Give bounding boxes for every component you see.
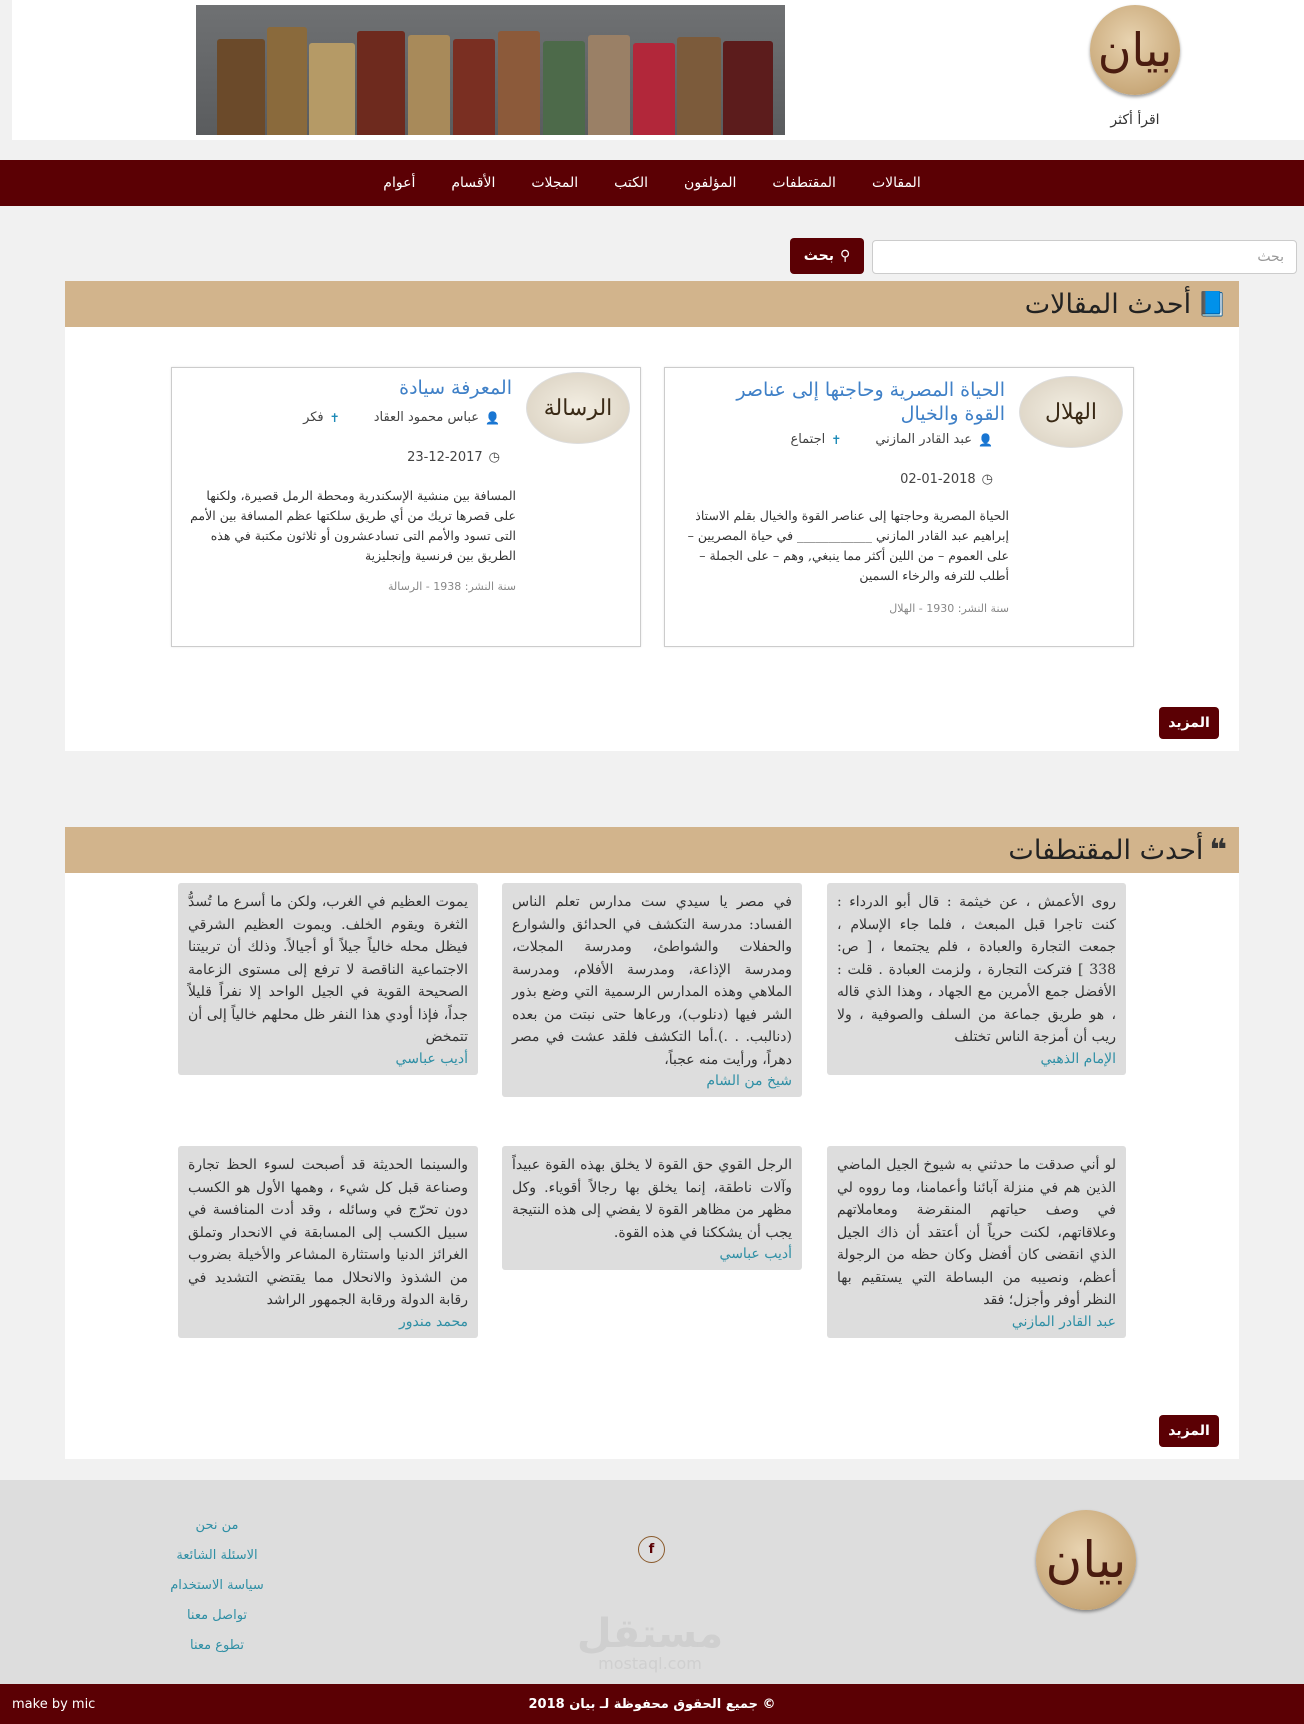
search-icon: ⚲ xyxy=(839,248,851,264)
article-title[interactable]: الحياة المصرية وحاجتها إلى عناصر القوة والخيال xyxy=(736,379,1005,425)
quote-author[interactable]: عبد القادر المازني xyxy=(1011,1313,1116,1330)
footer-logo[interactable]: بيان xyxy=(1036,1510,1136,1610)
quote-author[interactable]: محمد مندور xyxy=(398,1313,468,1330)
article-author[interactable]: عبد القادر المازني xyxy=(875,432,973,447)
article-excerpt: الحياة المصرية وحاجتها إلى عناصر القوة والخيال بقلم الاستاذ إبراهيم عبد القادر المازني ____________ في حياة المصريين – على العموم – من اللين أكثر مما ينبغي, وهم – على الجملة – أطلب للترفه والرخاء السمين xyxy=(687,508,1009,583)
quote-icon: ❝ xyxy=(1209,832,1227,868)
articles-section-header xyxy=(65,281,1239,327)
footer-link-volunteer[interactable]: تطوع معنا xyxy=(189,1638,244,1653)
user-icon: 👤 xyxy=(978,432,993,447)
nav-item-magazines[interactable]: المجلات xyxy=(531,175,579,191)
search-button[interactable]: ⚲ بحث xyxy=(790,238,864,274)
articles-section-title: أحدث المقالات xyxy=(1024,288,1192,320)
quote-text: في مصر يا سيدي ست مدارس تعلم الناس الفساد: مدرسة التكشف في الحدائق والشوارع والحفلات والشواطئ، ومدرسة المجلات، ومدرسة الإذاعة، ومدرسة الأفلام، ومدرسة الملاهي وهذه المدارس الرسمية التي وضع بذور الشر فيها (دنلوب)، ورعاها حتى نبتت من بعده (دنالبب. . .).أما التكشف فلقد عشت في مصر دهراً، ورأيت منه عجباً، xyxy=(512,894,792,1068)
article-category[interactable]: اجتماع xyxy=(790,432,826,447)
article-pub-info: سنة النشر: 1930 - الهلال xyxy=(889,602,1009,615)
site-tagline: اقرأ أكثر xyxy=(1110,112,1160,128)
quote-card[interactable] xyxy=(827,1146,1126,1338)
article-date: 02-01-2018 xyxy=(900,472,976,487)
article-pub-info: سنة النشر: 1938 - الرسالة xyxy=(387,580,516,593)
quote-card[interactable] xyxy=(502,883,802,1097)
quotes-more-button[interactable]: المزيد xyxy=(1159,1415,1219,1447)
quotes-section-title: أحدث المقتطفات xyxy=(1008,834,1204,866)
articles-more-button[interactable]: المزيد xyxy=(1159,707,1219,739)
quote-text: والسينما الحديثة قد أصبحت لسوء الحظ تجارة وصناعة قبل كل شيء ، وهمها الأول هو الكسب دون تحرّج في وسائله ، وقد أدت المنافسة في سبيل الكسب إلى المسابقة في الانحدار وتملق الغرائز الدنيا واستثارة المشاعر والأخيلة بضروب من الشذوذ والانحلال مما يقتضي التشديد في رقابة الدولة ورقابة الجمهور الراشد xyxy=(188,1157,468,1308)
user-icon: 👤 xyxy=(485,410,500,425)
quote-text: الرجل القوي حق القوة لا يخلق بهذه القوة عبيداً وآلات ناطقة، إنما يخلق بها رجالاً أقوياء. وكل مظهر من مظاهر القوة لا يفضي إلى هذه النتيجة يجب أن يشككنا في هذه القوة. xyxy=(512,1157,792,1241)
nav-item-articles[interactable]: المقالات xyxy=(871,175,921,191)
quote-text: روى الأعمش ، عن خيثمة : قال أبو الدرداء : كنت تاجرا قبل المبعث ، فلما جاء الإسلام ، جمعت التجارة والعبادة ، فلم يجتمعا ، [ ص: 338 ] فتركت التجارة ، ولزمت العبادة . قلت : الأفضل جمع الأمرين مع الجهاد ، وهذا الذي قاله ، هو طريق جماعة من السلف والصوفية ، ولا ريب أن أمزجة الناس تختلف xyxy=(837,894,1116,1045)
magazine-logo: الرسالة xyxy=(526,372,630,444)
quote-author[interactable]: أديب عباسي xyxy=(719,1246,792,1262)
nav-item-quotes[interactable]: المقتطفات xyxy=(772,175,836,191)
share-icon: ✝ xyxy=(831,432,842,447)
credit-text: make by mic xyxy=(12,1696,96,1712)
quote-card[interactable] xyxy=(178,1146,478,1338)
quote-author[interactable]: شيخ من الشام xyxy=(706,1073,792,1089)
nav-item-categories[interactable]: الأقسام xyxy=(451,175,496,191)
share-icon: ✝ xyxy=(329,410,340,425)
article-card[interactable] xyxy=(664,367,1134,647)
quote-text: لو أني صدقت ما حدثني به شيوخ الجيل الماضي الذين هم في منزلة آبائنا وأعمامنا، وما رووه لي في وصف حياتهم المنقرضة ومعاملاتهم وعلاقاتهم، لكنت حرياً أن أعتقد أن ذاك الجيل الذي انقضى كان أفضل وكان حظه من الرجولة أعظم، ونصيبه من البساطة التي يستقيم بها النظر أوفر وأجزل؛ فقد xyxy=(837,1157,1116,1308)
facebook-icon[interactable]: f xyxy=(638,1536,665,1563)
article-excerpt: المسافة بين منشية الإسكندرية ومحطة الرمل قصيرة، ولكنها على قصرها تريك من أي طريق سلكتها عظم المسافة بين الأمم التى تسود والأمم التى تسادعشرون أو ثلاثون مكتبة في هذه الطريق بين فرنسية وإنجليزية xyxy=(190,488,516,563)
mostaql-watermark: مستقل mostaql.com xyxy=(576,1611,724,1673)
book-icon: 📘 xyxy=(1197,290,1227,318)
article-date: 23-12-2017 xyxy=(407,450,483,465)
clock-icon: ◷ xyxy=(981,472,993,487)
quote-text: يموت العظيم في الغرب، ولكن ما أسرع ما تُسدُّ الثغرة ويقوم الخلف. ويموت العظيم الشرقي فيظل محله خالياً جيلاً أو أجيالاً. وذلك أن تربيتنا الاجتماعية الناقصة لا ترفع إلى مستوى الزعامة الصحيحة القوية في الجيل الواحد إلا نفراً قليلاً جداً، فإذا أودي هذا النفر ظل محلهم خالياً إلى أن تتمخض xyxy=(188,894,468,1045)
article-author[interactable]: عباس محمود العقاد xyxy=(373,410,480,425)
clock-icon: ◷ xyxy=(488,450,500,465)
article-category[interactable]: فكر xyxy=(303,410,324,425)
quote-card[interactable] xyxy=(178,883,478,1075)
search-input[interactable]: بحث xyxy=(872,240,1297,274)
footer-link-about[interactable]: من نحن xyxy=(195,1518,239,1533)
quote-author[interactable]: الإمام الذهبي xyxy=(1040,1050,1116,1067)
main-navbar xyxy=(0,160,1304,206)
footer-link-contact[interactable]: تواصل معنا xyxy=(186,1608,248,1623)
article-card[interactable] xyxy=(171,367,641,647)
footer-link-terms[interactable]: سياسة الاستخدام xyxy=(170,1578,264,1593)
magazine-logo: الهلال xyxy=(1019,376,1123,448)
copyright-text: © جميع الحقوق محفوظة لـ بيان 2018 xyxy=(528,1696,776,1712)
article-title[interactable]: المعرفة سيادة xyxy=(399,377,512,399)
quote-card[interactable] xyxy=(502,1146,802,1270)
nav-item-books[interactable]: الكتب xyxy=(614,175,649,191)
nav-item-authors[interactable]: المؤلفون xyxy=(684,175,737,191)
quote-card[interactable] xyxy=(827,883,1126,1075)
quotes-section-header xyxy=(65,827,1239,873)
footer-link-faq[interactable]: الاسئلة الشائعة xyxy=(176,1548,258,1563)
books-banner-image xyxy=(196,5,785,135)
nav-item-years[interactable]: أعوام xyxy=(383,175,416,191)
site-logo[interactable]: بيان xyxy=(1090,5,1180,95)
quote-author[interactable]: أديب عباسي xyxy=(395,1050,468,1067)
